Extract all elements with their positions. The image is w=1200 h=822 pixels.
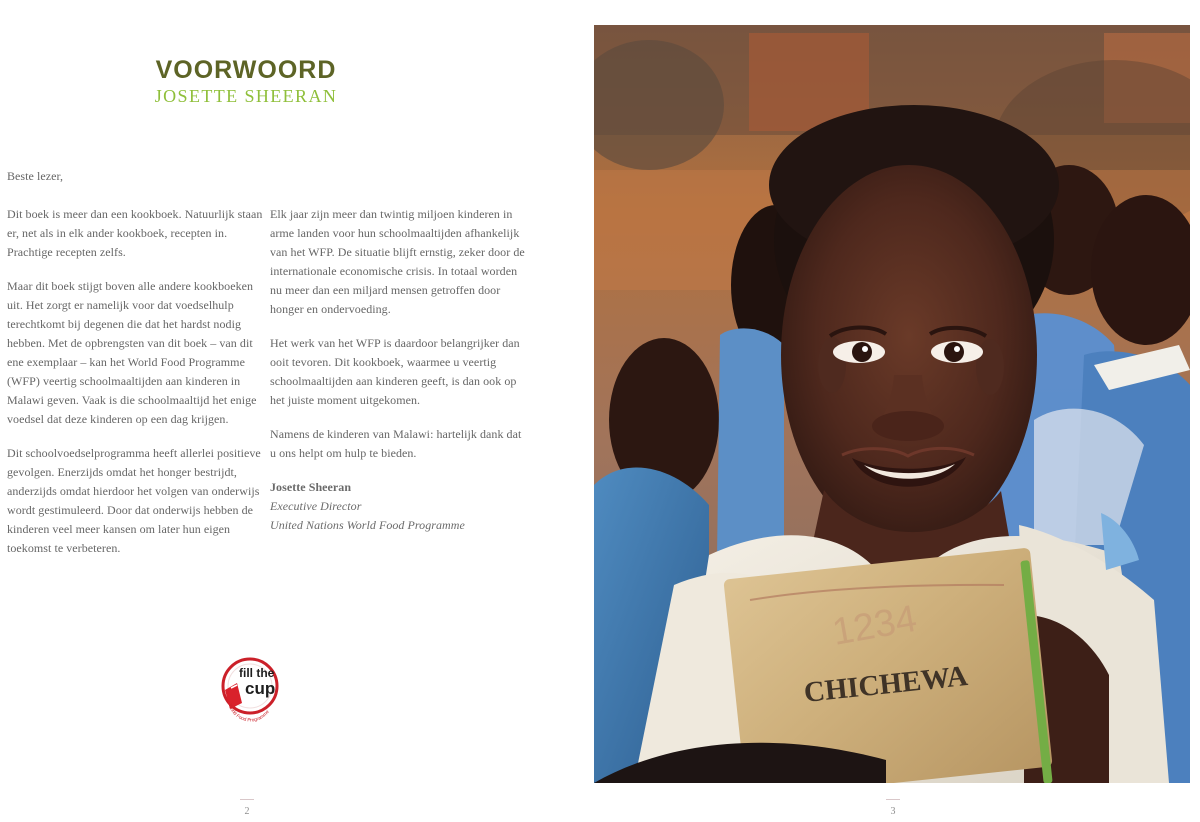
paragraph-children-dependency: Elk jaar zijn meer dan twintig miljoen kinderen in arme landen voor hun schoolmaaltijden afhankelijk van het WFP. De situatie blijft ernstig, zeker door de internationale economische crisis. In totaal worden nu meer dan een miljard mensen getroffen door honger en ondervoeding. [270, 207, 525, 316]
page-number-right: 3 [878, 806, 908, 818]
author-subtitle: JOSETTE SHEERAN [154, 86, 338, 106]
logo-line-1: fill the [239, 666, 275, 680]
book-scribble: 1234 [829, 597, 920, 654]
right-text-column [270, 205, 530, 550]
paragraph-thanks: Namens de kinderen van Malawi: hartelijk dank dat u ons helpt om hulp te bieden. [270, 427, 522, 460]
signature-organization: United Nations World Food Programme [270, 518, 465, 532]
signature-role: Executive Director [270, 499, 362, 513]
signature-block [270, 478, 530, 535]
page-title: VOORWOORD [155, 56, 337, 84]
left-text-column [7, 167, 267, 573]
logo-line-2: cup [245, 679, 276, 698]
photo-illustration [594, 25, 1190, 783]
signature-name: Josette Sheeran [270, 480, 352, 494]
logo-ring-text: World Food Programme [226, 703, 271, 724]
paragraph-intro: Dit boek is meer dan een kookboek. Natuurlijk staan er, net als in elk ander kookboek, recepten in. Prachtige recepten zelfs. [7, 207, 263, 259]
paragraph-purpose: Maar dit boek stijgt boven alle andere kookboeken uit. Het zorgt er namelijk voor dat voedselhulp terechtkomt bij degenen die dat het hardst nodig hebben. Met de opbrengsten van dit boek – van dit ene exemplaar – kan het World Food Programme (WFP) veertig schoolmaaltijden aan kinderen in Malawi geven. Vaak is die schoolmaaltijd het enige voedsel dat deze kinderen op een dag krijgen. [7, 279, 257, 426]
paragraph-importance: Het werk van het WFP is daardoor belangrijker dan ooit tevoren. Dit kookboek, waarmee u veertig schoolmaaltijden aan kinderen geeft, is dan ook op het juiste moment uitgekomen. [270, 336, 520, 407]
paragraph-program-effects: Dit schoolvoedselprogramma heeft allerlei positieve gevolgen. Enerzijds omdat het honger bestrijdt, anderzijds omdat hierdoor het volgen van onderwijs wordt gestimuleerd. Door dat onderwijs hebben de kinderen veel meer kansen om later hun eigen toekomst te verbeteren. [7, 446, 261, 555]
page-number-left: 2 [232, 806, 262, 818]
child-portrait-photo [594, 25, 1190, 783]
book-label: CHICHEWA [802, 659, 970, 709]
fill-the-cup-logo-icon [203, 654, 285, 724]
salutation: Beste lezer, [7, 169, 64, 183]
fill-the-cup-logo [203, 654, 285, 724]
foreword-heading [96, 56, 396, 106]
